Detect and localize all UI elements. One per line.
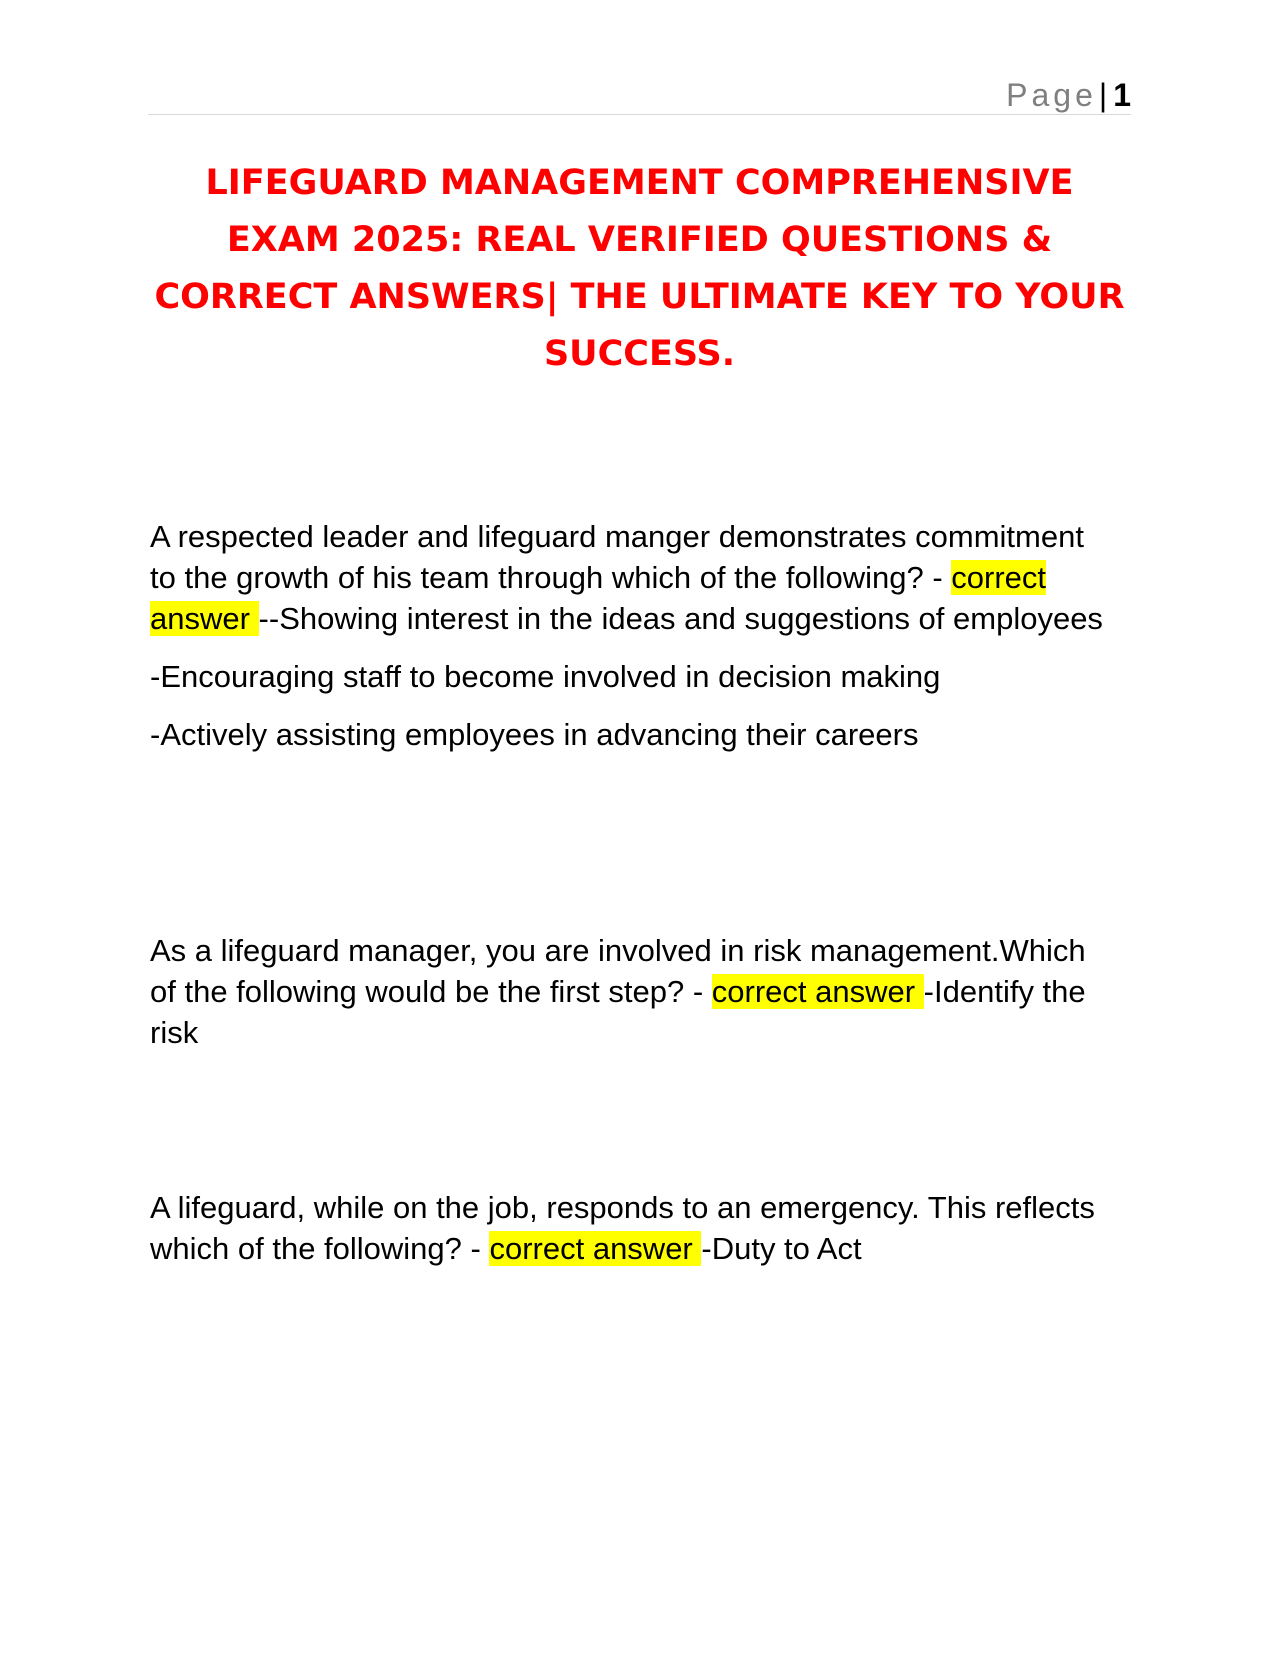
document-title: LIFEGUARD MANAGEMENT COMPREHENSIVE EXAM 2025: REAL VERIFIED QUESTIONS & CORRECT ANSWERS| THE ULTIMATE KEY TO YOUR SUCCESS. [154, 163, 1125, 374]
page-header [148, 76, 1131, 115]
qa-paragraph [150, 1187, 1110, 1269]
answer-extra-line: -Encouraging staff to become involved in decision making [150, 659, 941, 694]
answer-text: --Showing interest in the ideas and suggestions of employees [258, 601, 1103, 636]
qa-paragraph [150, 516, 1110, 639]
question-text: A respected leader and lifeguard manger demonstrates commitment to the growth of his team through which of the following? - [150, 519, 1084, 595]
qa-item-2 [150, 930, 1110, 1053]
correct-answer-marker: correct answer [489, 1231, 702, 1266]
question-text: A lifeguard, while on the job, responds to an emergency. This reflects which of the following? - [150, 1190, 1095, 1266]
page-number: 1 [1113, 77, 1131, 113]
answer-extra-line: -Actively assisting employees in advancing their careers [150, 717, 919, 752]
answer-text: -Identify the risk [150, 974, 1086, 1050]
qa-item-1 [150, 516, 1110, 755]
page-label: Page [1006, 77, 1097, 113]
answer-text: -Duty to Act [701, 1231, 862, 1266]
correct-answer-marker: correct answer [150, 560, 1047, 636]
qa-paragraph [150, 930, 1110, 1053]
question-text: As a lifeguard manager, you are involved in risk management.Which of the following would be the first step? - [150, 933, 1086, 1009]
page-separator: | [1098, 77, 1108, 113]
qa-item-3 [150, 1187, 1110, 1269]
correct-answer-marker: correct answer [711, 974, 924, 1009]
